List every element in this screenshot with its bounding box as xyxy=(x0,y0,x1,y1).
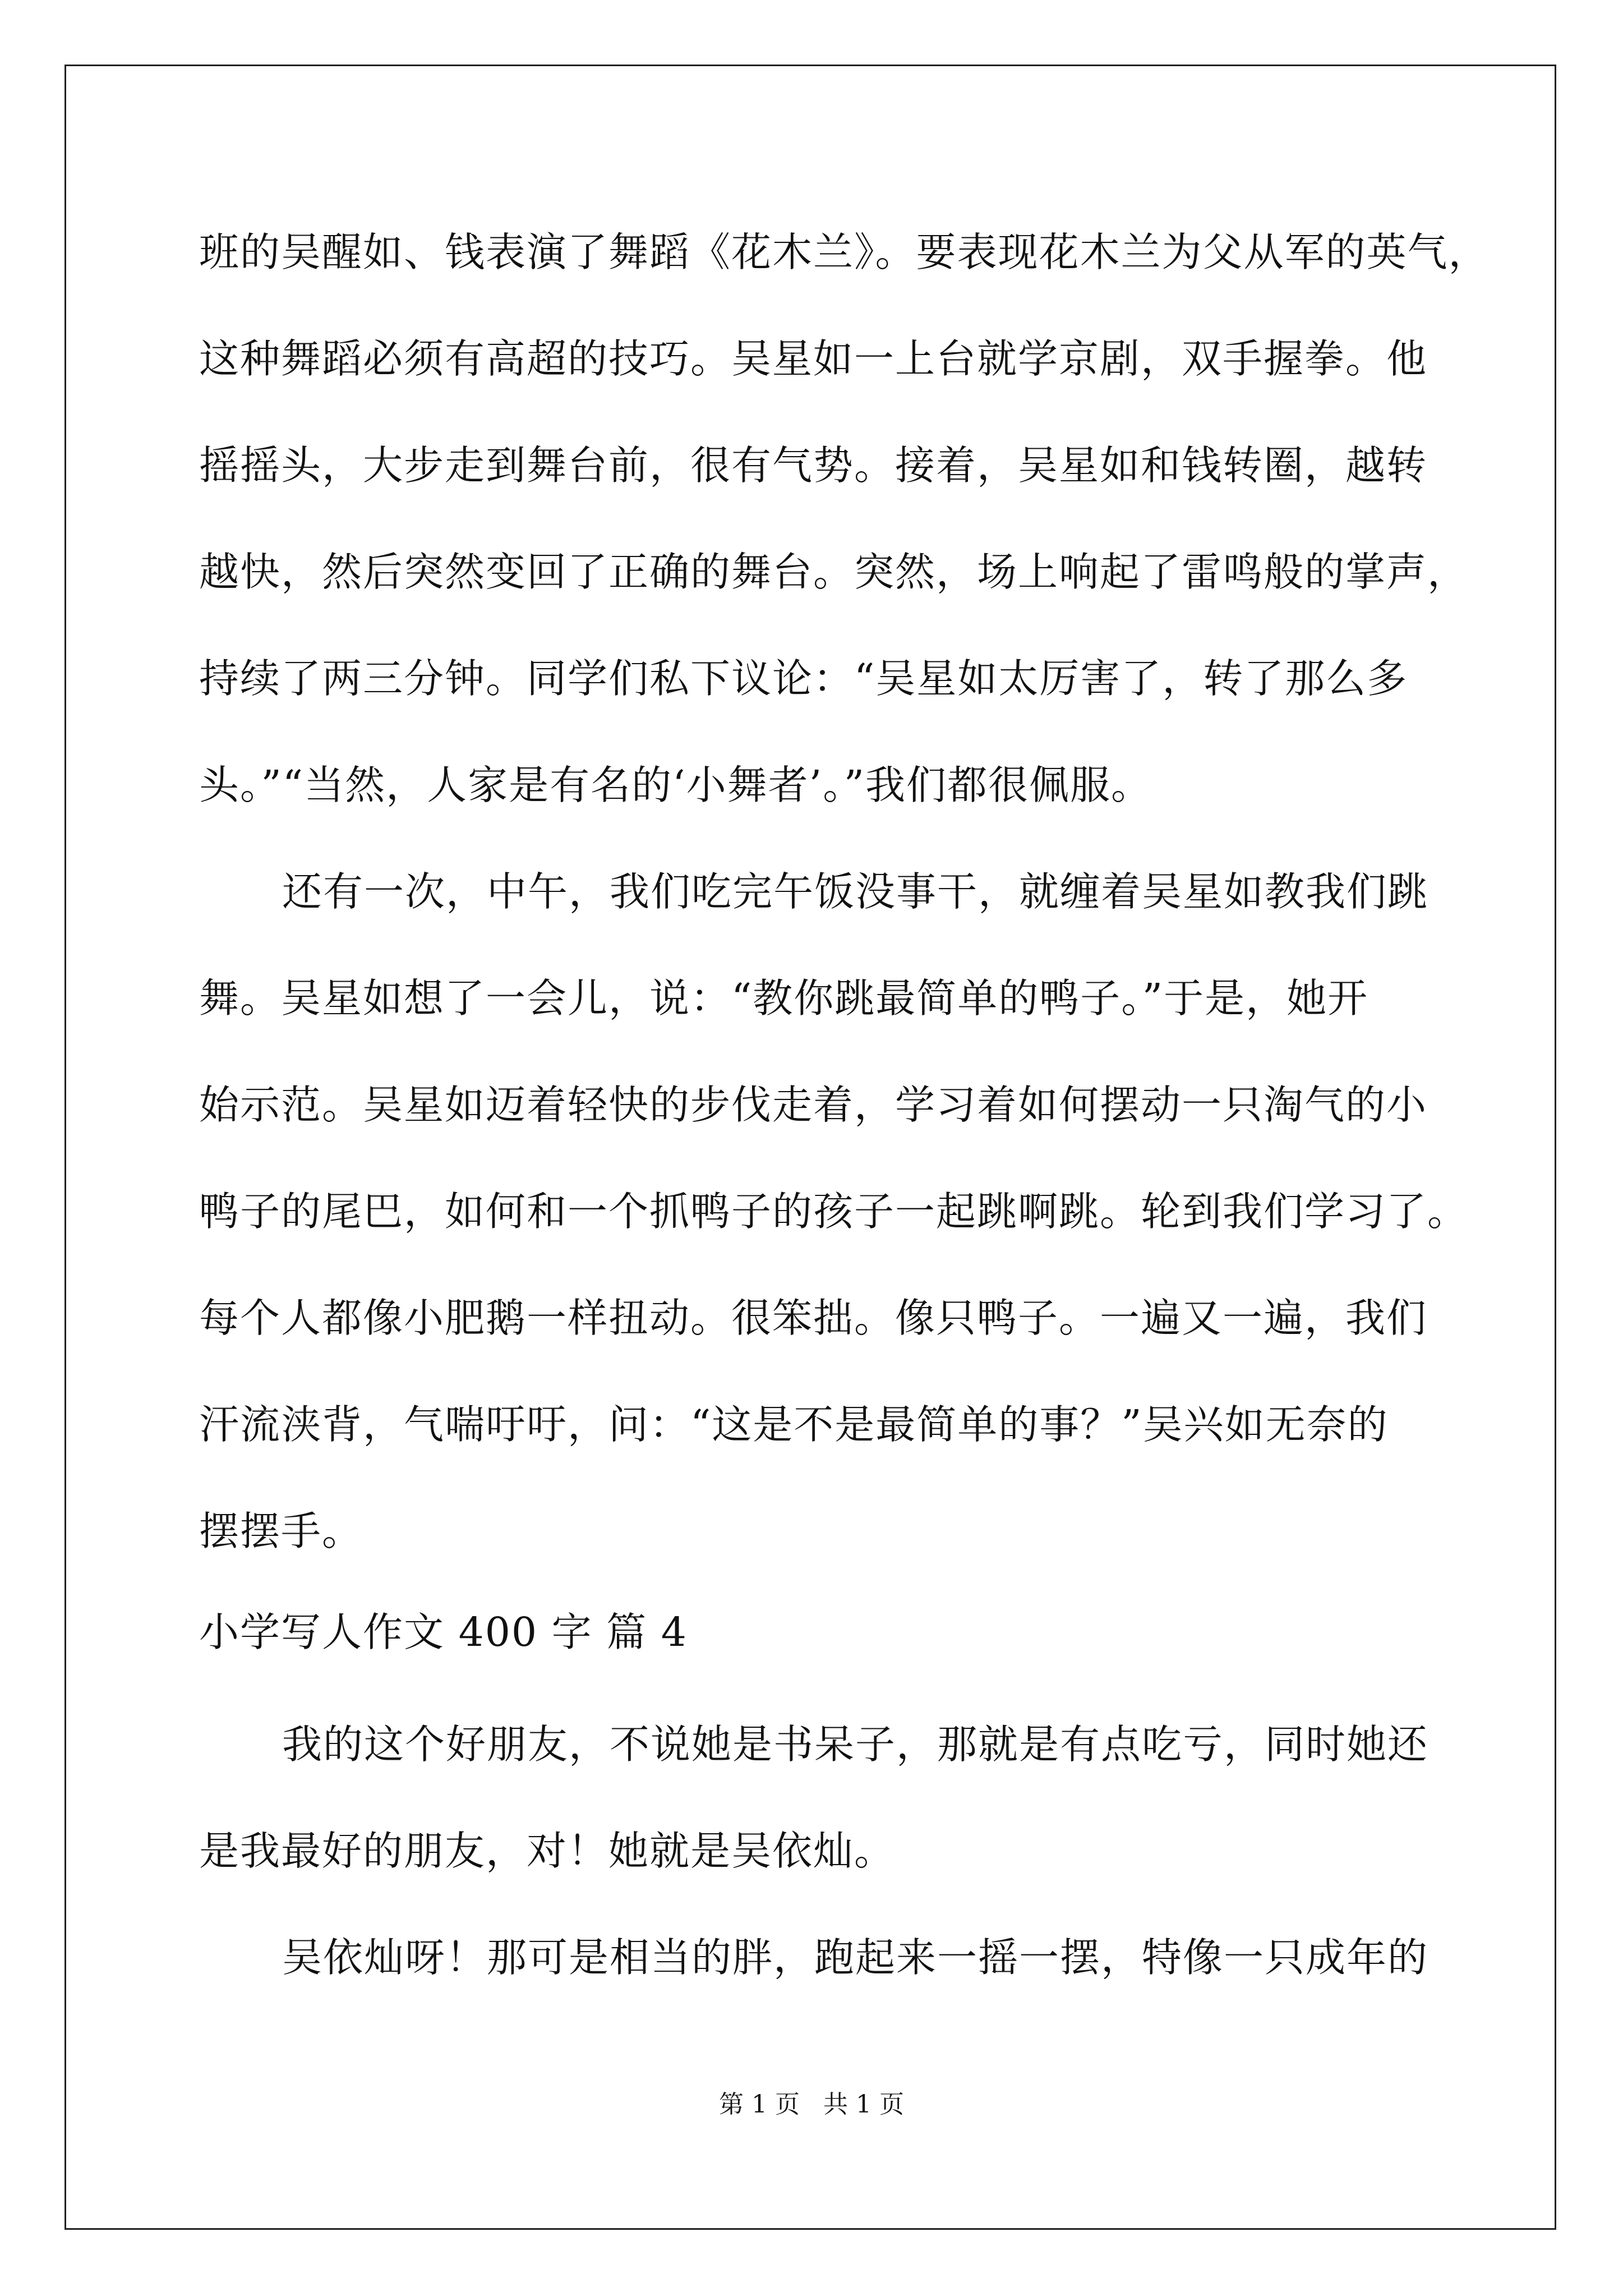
section-heading: 小学写人作文 400 字 篇 4 xyxy=(199,1609,688,1655)
paragraph-line: 鸭子的尾巴，如何和一个抓鸭子的孩子一起跳啊跳。轮到我们学习了。 xyxy=(199,1188,1469,1235)
paragraph-line: 班的吴醒如、钱表演了舞蹈《花木兰》。要表现花木兰为父从军的英气， xyxy=(199,229,1490,275)
paragraph-line: 吴依灿呀！那可是相当的胖，跑起来一摇一摆，特像一只成年的 xyxy=(282,1934,1429,1981)
paragraph-line: 持续了两三分钟。同学们私下议论：“吴星如太厉害了，转了那么多 xyxy=(199,655,1408,702)
paragraph-line: 还有一次，中午，我们吃完午饭没事干，就缠着吴星如教我们跳 xyxy=(282,868,1429,915)
paragraph-line: 头。”“当然，人家是有名的‘小舞者’。”我们都很佩服。 xyxy=(199,762,1152,808)
paragraph-line: 越快，然后突然变回了正确的舞台。突然，场上响起了雷鸣般的掌声， xyxy=(199,549,1469,595)
paragraph-line: 舞。吴星如想了一会儿，说：“教你跳最简单的鸭子。”于是，她开 xyxy=(199,975,1369,1022)
page-number-footer: 第 1 页 共 1 页 xyxy=(719,2090,904,2119)
page-frame xyxy=(64,65,1556,2230)
paragraph-line: 始示范。吴星如迈着轻快的步伐走着，学习着如何摆动一只淘气的小 xyxy=(199,1082,1428,1128)
paragraph-line: 我的这个好朋友，不说她是书呆子，那就是有点吃亏，同时她还 xyxy=(282,1721,1429,1768)
paragraph-line: 每个人都像小肥鹅一样扭动。很笨拙。像只鸭子。一遍又一遍，我们 xyxy=(199,1295,1428,1341)
paragraph-line: 是我最好的朋友，对！她就是吴依灿。 xyxy=(199,1828,896,1874)
paragraph-line: 摇摇头，大步走到舞台前，很有气势。接着，吴星如和钱转圈，越转 xyxy=(199,442,1428,489)
paragraph-line: 摆摆手。 xyxy=(199,1508,363,1554)
paragraph-line: 这种舞蹈必须有高超的技巧。吴星如一上台就学京剧，双手握拳。他 xyxy=(199,335,1428,382)
paragraph-line: 汗流浃背，气喘吁吁，问：“这是不是最简单的事？”吴兴如无奈的 xyxy=(199,1401,1389,1448)
